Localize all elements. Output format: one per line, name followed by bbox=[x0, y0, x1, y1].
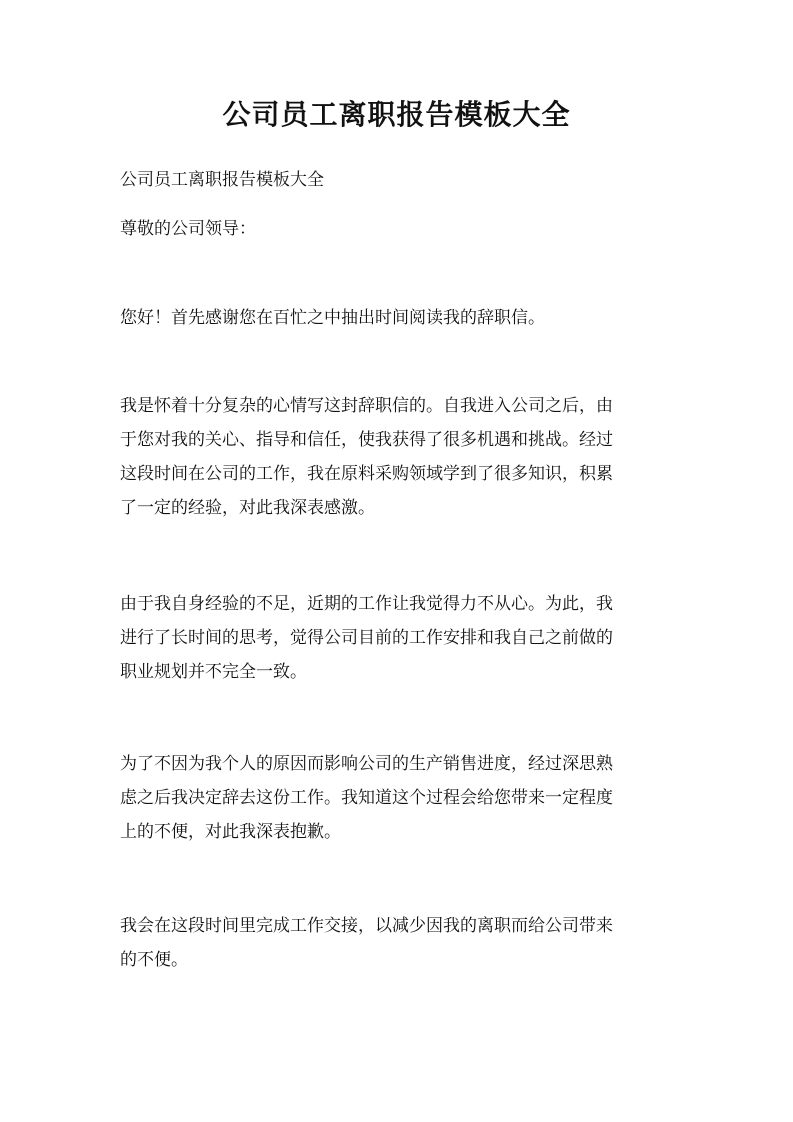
paragraph-line: 我是怀着十分复杂的心情写这封辞职信的。自我进入公司之后，由 bbox=[120, 396, 613, 416]
paragraph-line: 虑之后我决定辞去这份工作。我知道这个过程会给您带来一定程度 bbox=[120, 788, 613, 808]
paragraph-line: 的不便。 bbox=[120, 950, 188, 970]
paragraph-line: 这段时间在公司的工作，我在原料采购领域学到了很多知识，积累 bbox=[120, 464, 613, 484]
paragraph-line: 由于我自身经验的不足，近期的工作让我觉得力不从心。为此，我 bbox=[120, 594, 613, 614]
salutation: 尊敬的公司领导： bbox=[120, 219, 256, 239]
paragraph-2 bbox=[120, 389, 680, 525]
paragraph-line: 进行了长时间的思考，觉得公司目前的工作安排和我自己之前做的 bbox=[120, 628, 613, 648]
paragraph-line: 于您对我的关心、指导和信任，使我获得了很多机遇和挑战。经过 bbox=[120, 430, 613, 450]
paragraph-5 bbox=[120, 909, 680, 977]
paragraph-line: 您好！首先感谢您在百忙之中抽出时间阅读我的辞职信。 bbox=[120, 308, 545, 328]
paragraph-line: 职业规划并不完全一致。 bbox=[120, 662, 307, 682]
document-title: 公司员工离职报告模板大全 bbox=[222, 98, 571, 131]
paragraph-4 bbox=[120, 747, 680, 849]
document-subtitle: 公司员工离职报告模板大全 bbox=[120, 170, 324, 190]
paragraph-line: 为了不因为我个人的原因而影响公司的生产销售进度，经过深思熟 bbox=[120, 754, 613, 774]
paragraph-line: 我会在这段时间里完成工作交接，以减少因我的离职而给公司带来 bbox=[120, 916, 613, 936]
paragraph-line: 上的不便，对此我深表抱歉。 bbox=[120, 822, 341, 842]
paragraph-1 bbox=[120, 301, 680, 335]
paragraph-line: 了一定的经验，对此我深表感激。 bbox=[120, 498, 375, 518]
paragraph-3 bbox=[120, 587, 680, 689]
